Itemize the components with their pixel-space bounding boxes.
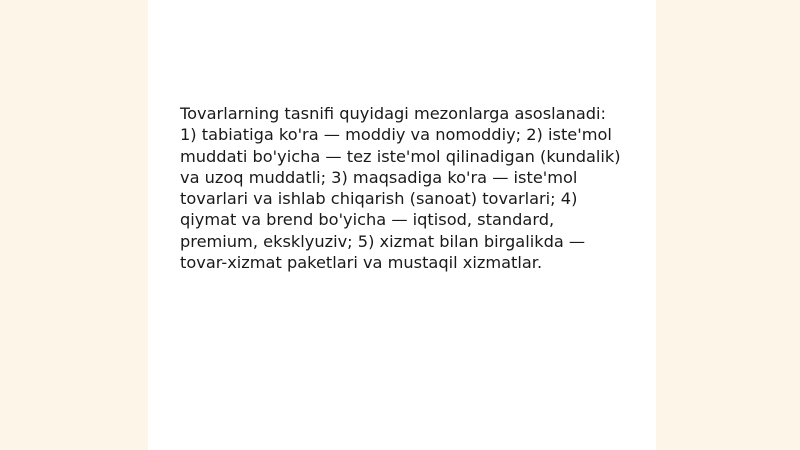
body-paragraph: Tovarlarning tasnifi quyidagi mezonlarga asoslanadi: 1) tabiatiga ko'ra — moddiy va nomoddiy; 2) iste'mol muddati bo'yicha — tez iste'mol qilinadigan (kundalik) va uzoq muddatli; 3) maqsadiga ko'ra — iste'mol tovarlari va ishlab chiqarish (sanoat) tovarlari; 4) qiymat va brend bo'yicha — iqtisod, standard, premium, eksklyuziv; 5) xizmat bilan birgalikda — tovar-xizmat paketlari va mustaqil xizmatlar. [180, 104, 621, 273]
document-page [148, 0, 656, 450]
